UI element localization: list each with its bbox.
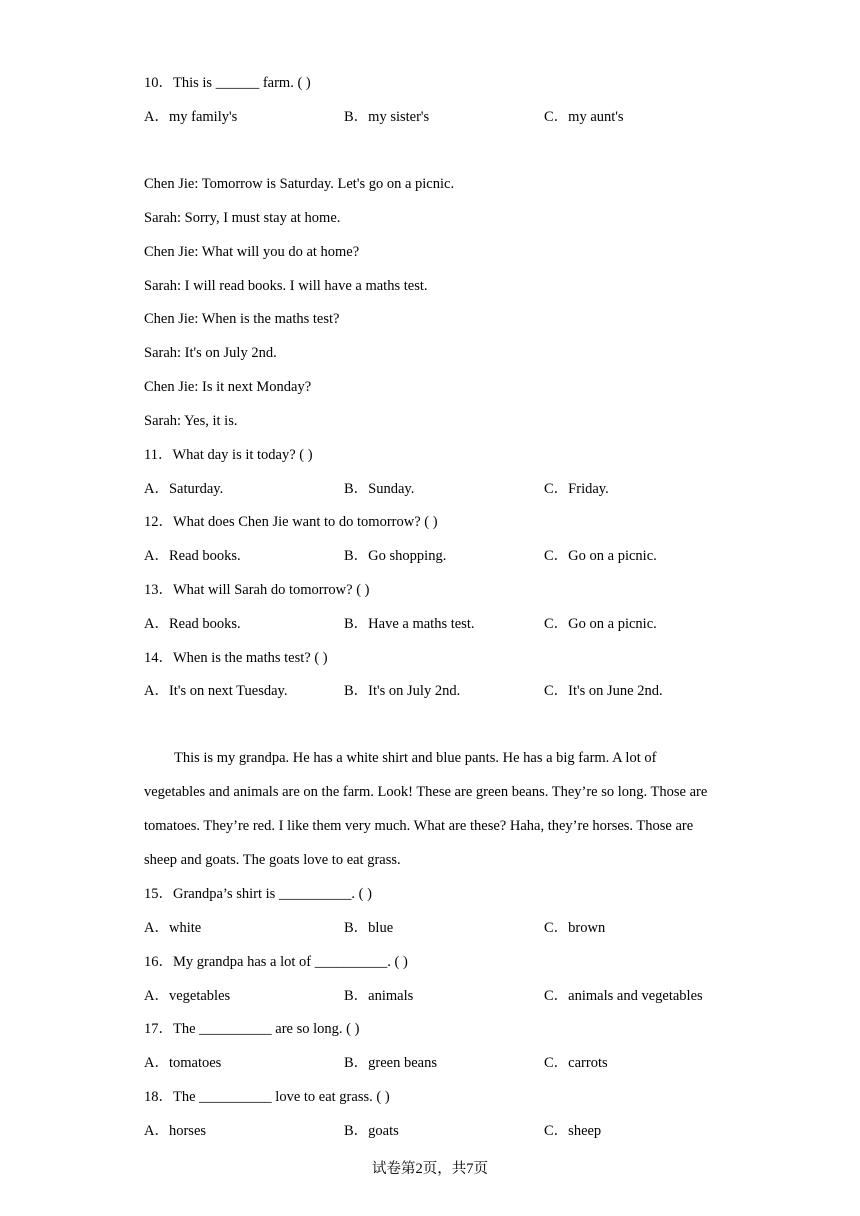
question-10-option-b: B．my sister's: [344, 109, 430, 125]
question-10-option-a: A．my family's: [144, 109, 238, 125]
dialogue-line: Chen Jie: Is it next Monday?: [144, 379, 312, 395]
question-18-stem: 18．The __________ love to eat grass. ( ): [144, 1089, 390, 1105]
question-13-option-a: A．Read books.: [144, 616, 241, 632]
dialogue-line: Sarah: Sorry, I must stay at home.: [144, 210, 341, 226]
question-11-option-a: A．Saturday.: [144, 481, 224, 497]
question-10-option-c: C．my aunt's: [544, 109, 624, 125]
question-16-option-c: C．animals and vegetables: [544, 988, 703, 1004]
question-12-stem: 12．What does Chen Jie want to do tomorrow? ( ): [144, 514, 438, 530]
question-15-option-c: C．brown: [544, 920, 606, 936]
question-11-option-b: B．Sunday.: [344, 481, 415, 497]
question-14-option-b: B．It's on July 2nd.: [344, 683, 461, 699]
question-12-option-a: A．Read books.: [144, 548, 241, 564]
reading-passage: This is my grandpa. He has a white shirt and blue pants. He has a big farm. A lot of vegetables and animals are on the farm. Look! These are green beans. They’re so long. Those are tomatoes. They’re red. I like them very much. What are these? Haha, they’re horses. Those are sheep and goats. The goats love to eat grass.: [144, 750, 708, 868]
question-13-stem: 13．What will Sarah do tomorrow? ( ): [144, 582, 370, 598]
question-17-option-c: C．carrots: [544, 1055, 608, 1071]
question-16-option-a: A．vegetables: [144, 988, 231, 1004]
dialogue-line: Sarah: Yes, it is.: [144, 413, 238, 429]
question-17-option-a: A．tomatoes: [144, 1055, 222, 1071]
question-14-option-a: A．It's on next Tuesday.: [144, 683, 288, 699]
dialogue-line: Chen Jie: What will you do at home?: [144, 244, 360, 260]
dialogue-line: Chen Jie: When is the maths test?: [144, 311, 340, 327]
question-17-stem: 17．The __________ are so long. ( ): [144, 1021, 360, 1037]
question-16-option-b: B．animals: [344, 988, 414, 1004]
question-14-stem: 14．When is the maths test? ( ): [144, 650, 328, 666]
question-15-option-b: B．blue: [344, 920, 394, 936]
question-12-option-c: C．Go on a picnic.: [544, 548, 657, 564]
question-18-option-a: A．horses: [144, 1123, 207, 1139]
question-12-option-b: B．Go shopping.: [344, 548, 447, 564]
question-18-option-b: B．goats: [344, 1123, 399, 1139]
question-15-stem: 15．Grandpa’s shirt is __________. ( ): [144, 886, 372, 902]
question-14-option-c: C．It's on June 2nd.: [544, 683, 663, 699]
question-16-stem: 16．My grandpa has a lot of __________. ( ): [144, 954, 408, 970]
question-18-option-c: C．sheep: [544, 1123, 602, 1139]
dialogue-line: Chen Jie: Tomorrow is Saturday. Let's go on a picnic.: [144, 176, 455, 192]
question-13-option-c: C．Go on a picnic.: [544, 616, 657, 632]
question-15-option-a: A．white: [144, 920, 202, 936]
question-11-option-c: C．Friday.: [544, 481, 609, 497]
page-footer: 试卷第2页，共7页: [372, 1161, 488, 1177]
question-11-stem: 11．What day is it today? ( ): [144, 447, 313, 463]
question-13-option-b: B．Have a maths test.: [344, 616, 475, 632]
question-17-option-b: B．green beans: [344, 1055, 438, 1071]
question-10-stem: 10．This is ______ farm. ( ): [144, 75, 311, 91]
dialogue-line: Sarah: I will read books. I will have a maths test.: [144, 278, 428, 294]
dialogue-line: Sarah: It's on July 2nd.: [144, 345, 277, 361]
